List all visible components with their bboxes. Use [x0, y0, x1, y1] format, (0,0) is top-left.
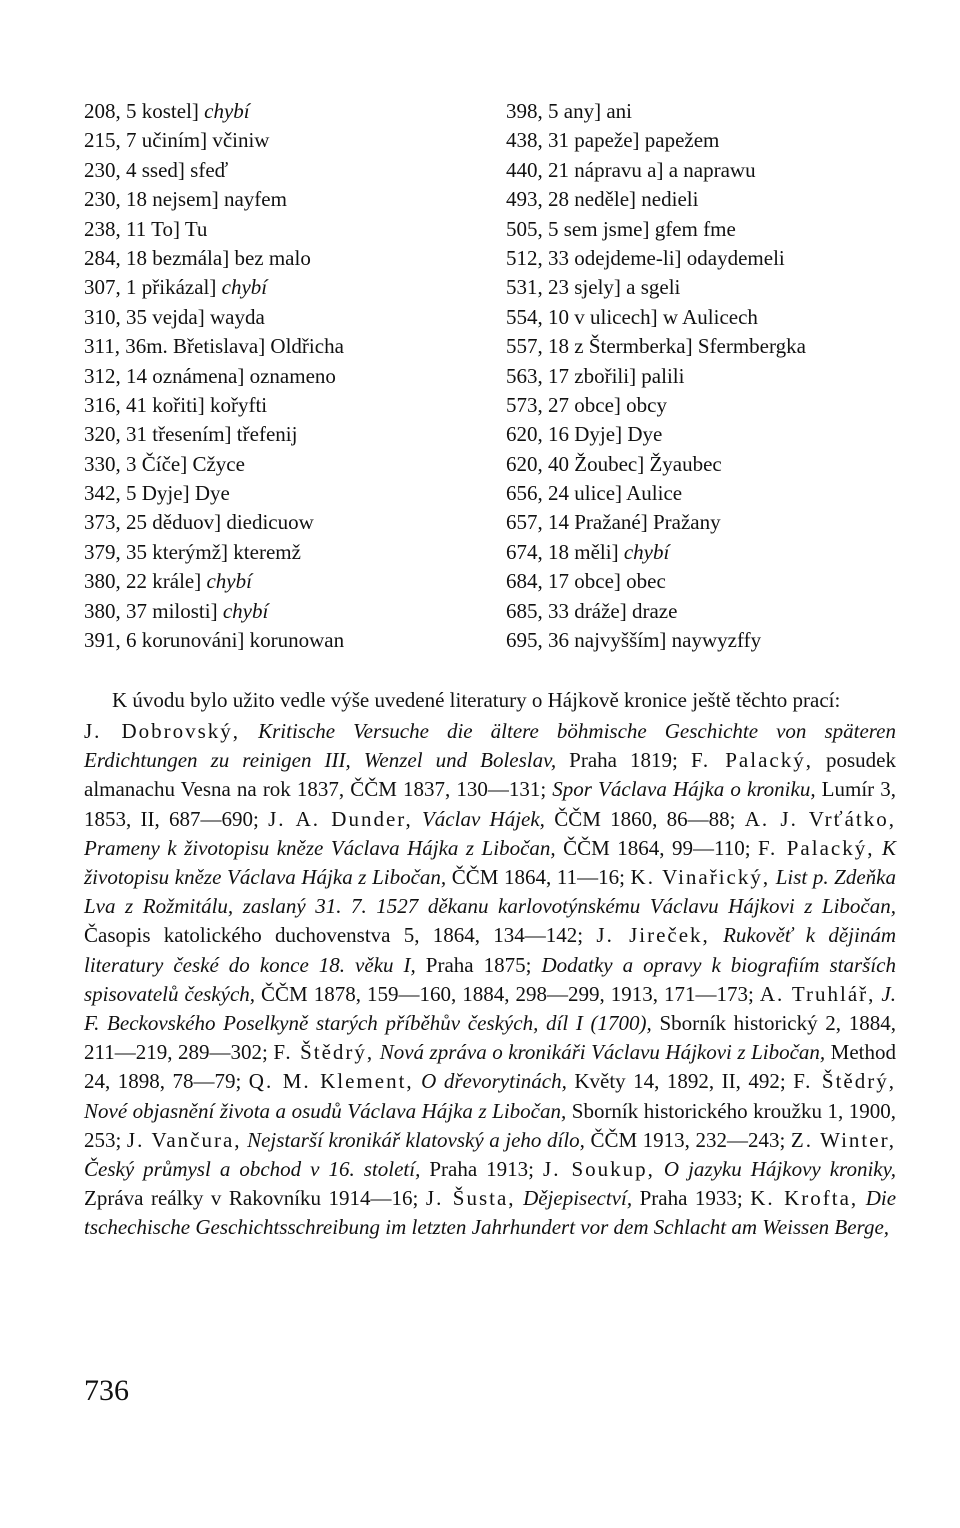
variant-text: 215, 7 učiním] včiniw: [84, 128, 270, 153]
author-name: F. Palacký,: [690, 748, 813, 773]
variant-entry: [506, 362, 906, 391]
variant-entry: [84, 97, 484, 126]
citation-text: ČČM 1864, 11—16;: [446, 865, 631, 890]
variant-text: 311, 36m. Břetislava] Oldřicha: [84, 334, 344, 359]
variant-entry: [84, 303, 484, 332]
variant-text: 554, 10 v ulicech] w Aulicech: [506, 304, 758, 329]
variant-text: 380, 37 milosti]: [84, 598, 223, 623]
variant-entry: [84, 450, 484, 479]
variant-text: 512, 33 odejdeme-li] odaydemeli: [506, 245, 785, 270]
variant-entry: [84, 244, 484, 273]
author-name: J. Dobrovský,: [84, 719, 241, 743]
variant-entry: [84, 420, 484, 449]
variant-text: 657, 14 Pražané] Pražany: [506, 510, 721, 535]
variant-text: 310, 35 vejda] wayda: [84, 304, 265, 329]
citation-text: posudek almanachu Vesna na rok 1837, ČČM 1837, 130—131;: [84, 748, 897, 802]
variant-text: 284, 18 bezmála] bez malo: [84, 245, 311, 270]
variant-entry: [84, 538, 484, 567]
variant-text: 208, 5 kostel]: [84, 99, 205, 123]
variant-entry: [506, 626, 906, 655]
work-title: Die tschechische Geschichtsschreibung im letzten Jahrhundert vor dem Schlacht am Weissen Berge,: [84, 1186, 897, 1240]
variant-entry: [506, 215, 906, 244]
work-title: K životopisu kněze Václava Hájka z Libočan,: [84, 835, 896, 890]
variant-text: 685, 33 dráže] draze: [506, 598, 678, 623]
variant-entry: [506, 479, 906, 508]
variant-entry: [506, 538, 906, 567]
citation-text: Zpráva reálky v Rakovníku 1914—16;: [84, 1186, 426, 1211]
citation-text: Květy 14, 1892, II, 492;: [566, 1069, 794, 1094]
variant-entry: [84, 332, 484, 361]
work-title: Dodatky a opravy k biografiím starších spisovatelů českých,: [84, 952, 896, 1006]
variant-text: 620, 16 Dyje] Dye: [506, 422, 663, 447]
variant-entry: [506, 156, 906, 185]
citation-text: [874, 836, 881, 860]
author-name: A. Truhlář,: [759, 981, 876, 1006]
variant-entry: [506, 303, 906, 332]
citation-text: Praha 1819;: [556, 748, 691, 773]
variant-text: 342, 5 Dyje] Dye: [84, 481, 230, 506]
citation-text: [413, 807, 422, 831]
variants-right-column: [506, 97, 906, 655]
author-name: Q. M. Klement,: [248, 1069, 414, 1094]
variant-text: 440, 21 nápravu a] a naprawu: [506, 157, 756, 182]
citation-text: Praha 1875;: [415, 952, 542, 977]
author-name: K. Vinařický,: [630, 865, 771, 890]
author-name: F. Štědrý,: [793, 1069, 896, 1094]
citation-text: [655, 1157, 664, 1181]
variant-entry: [506, 567, 906, 596]
variant-note: chybí: [206, 569, 252, 594]
variant-text: 573, 27 obce] obcy: [506, 392, 667, 417]
work-title: O dřevorytinách,: [421, 1069, 567, 1094]
work-title: Kritische Versuche die ältere böhmische Geschichte von späteren Erdichtungen zu reinigen III, Wenzel und Boleslav,: [84, 719, 896, 773]
variant-text: 563, 17 zbořili] palili: [506, 363, 685, 388]
citation-text: Sborník historický 2, 1884, 211—219, 289—302;: [84, 1011, 896, 1065]
variant-text: 695, 36 najvyšším] naywyzffy: [506, 628, 762, 653]
variant-text: 307, 1 přikázal]: [84, 275, 222, 300]
variant-entry: [84, 567, 484, 596]
variant-entry: [506, 450, 906, 479]
citation-text: [240, 719, 258, 743]
variant-text: 379, 35 kterýmž] kteremž: [84, 539, 301, 564]
variant-entry: [84, 626, 484, 655]
variant-entry: [506, 97, 906, 126]
citation-text: Lumír 3, 1853, II, 687—690;: [84, 777, 896, 831]
work-title: O jazyku Hájkovy kroniky,: [663, 1157, 897, 1182]
variant-entry: [506, 597, 906, 626]
variant-entry: [84, 126, 484, 155]
references-paragraph: [84, 717, 896, 1243]
variant-text: 398, 5 any] ani: [506, 99, 632, 123]
variant-text: 373, 25 děduov] diedicuow: [84, 510, 314, 535]
citation-text: Časopis katolického duchovenstva 5, 1864, 134—142;: [84, 923, 597, 948]
variant-entry: [506, 185, 906, 214]
variant-note: chybí: [222, 598, 269, 623]
author-name: F. Štědrý,: [273, 1040, 375, 1065]
variant-text: 380, 22 krále]: [84, 569, 207, 594]
author-name: A. J. Vrťátko,: [744, 806, 897, 831]
work-title: Nové objasnění života a osudů Václava Hájka z Libočan,: [84, 1098, 567, 1123]
work-title: Rukověť k dějinám literatury české do konce 18. věku I,: [84, 923, 897, 977]
variant-entry: [84, 273, 484, 302]
variant-text: 493, 28 neděle] nedieli: [506, 187, 699, 212]
citation-text: [710, 923, 723, 947]
work-title: Spor Václava Hájka o kroniku,: [552, 777, 816, 802]
variant-entry: [84, 362, 484, 391]
variant-entry: [506, 508, 906, 537]
work-title: J. F. Beckovského Poselkyně starých příběhův českých, díl I (1700),: [84, 981, 896, 1036]
variant-entry: [84, 215, 484, 244]
work-title: Prameny k životopisu kněze Václava Hájka z Libočan,: [84, 835, 556, 860]
work-title: Dějepisectví,: [523, 1186, 633, 1211]
citation-text: Method 24, 1898, 78—79;: [84, 1040, 897, 1094]
variant-entry: [506, 391, 906, 420]
author-name: J. Jireček,: [596, 923, 710, 948]
variant-entry: [84, 156, 484, 185]
citation-text: ČČM 1860, 86—88;: [544, 806, 745, 831]
variant-entry: [84, 391, 484, 420]
variant-entry: [506, 273, 906, 302]
variant-text: 316, 41 kořiti] kořyfti: [84, 392, 268, 417]
author-name: Z. Winter,: [790, 1127, 896, 1152]
variants-left-column: [84, 97, 484, 655]
work-title: Nejstarší kronikář klatovský a jeho dílo,: [247, 1127, 585, 1152]
author-name: J. Šusta,: [425, 1186, 516, 1211]
author-name: J. Soukup,: [543, 1157, 655, 1182]
citation-text: Praha 1913;: [420, 1157, 544, 1182]
variant-text: 391, 6 korunováni] korunowan: [84, 628, 345, 653]
author-name: F. Palacký,: [758, 835, 875, 860]
page-number: 736: [84, 1374, 129, 1407]
citation-text: ČČM 1913, 232—243;: [584, 1127, 791, 1152]
variant-text: 620, 40 Žoubec] Žyaubec: [506, 451, 722, 476]
citation-text: ČČM 1864, 99—110;: [555, 835, 759, 860]
citation-text: Sborník historického kroužku 1, 1900, 253;: [84, 1098, 896, 1152]
variant-text: 320, 31 třesením] třefenij: [84, 422, 298, 447]
author-name: J. Vančura,: [126, 1127, 242, 1152]
citation-text: ČČM 1878, 159—160, 1884, 298—299, 1913, 171—173;: [255, 981, 760, 1006]
work-title: Václav Hájek,: [421, 806, 545, 831]
citation-text: [516, 1186, 524, 1210]
variant-text: 505, 5 sem jsme] gfem fme: [506, 216, 736, 241]
variant-text: 230, 4 ssed] sfeď: [84, 157, 229, 182]
work-title: Nová zpráva o kronikáři Václavu Hájkovi z Libočan,: [379, 1040, 826, 1065]
variant-text: 684, 17 obce] obec: [506, 569, 666, 594]
variant-text: 674, 18 měli]: [506, 539, 624, 564]
variant-text: 656, 24 ulice] Aulice: [506, 481, 683, 506]
variant-entry: [84, 508, 484, 537]
variant-entry: [506, 126, 906, 155]
work-title: List p. Zdeňka Lva z Rožmitálu, zaslaný 31. 7. 1527 děkanu karlovotýnskému Václavu Hájkovi z Libočan,: [84, 865, 896, 919]
variant-entry: [84, 185, 484, 214]
variant-text: 238, 11 To] Tu: [84, 216, 208, 241]
work-title: Český průmysl a obchod v 16. století,: [84, 1157, 421, 1182]
variant-text: 557, 18 z Štermberka] Sfermbergka: [506, 334, 806, 359]
author-name: J. A. Dunder,: [268, 806, 413, 831]
variant-entry: [84, 597, 484, 626]
citation-text: [858, 1186, 866, 1210]
variant-text: 531, 23 sjely] a sgeli: [506, 275, 681, 300]
variant-entry: [506, 420, 906, 449]
variant-entry: [506, 244, 906, 273]
variant-text: 330, 3 Číče] Cžyce: [84, 451, 245, 476]
variant-text: 230, 18 nejsem] nayfem: [84, 187, 287, 212]
variant-entry: [506, 332, 906, 361]
variant-text: 312, 14 oznámena] oznameno: [84, 363, 336, 388]
variant-entry: [84, 479, 484, 508]
variant-text: 438, 31 papeže] papežem: [506, 128, 720, 153]
citation-text: Praha 1933;: [632, 1186, 751, 1211]
variant-note: chybí: [221, 275, 268, 300]
author-name: K. Krofta,: [750, 1186, 859, 1211]
intro-paragraph: K úvodu bylo užito vedle výše uvedené literatury o Hájkově kronice ještě těchto prací:: [112, 688, 841, 712]
variant-note: chybí: [623, 539, 670, 564]
variant-note: chybí: [204, 99, 250, 123]
